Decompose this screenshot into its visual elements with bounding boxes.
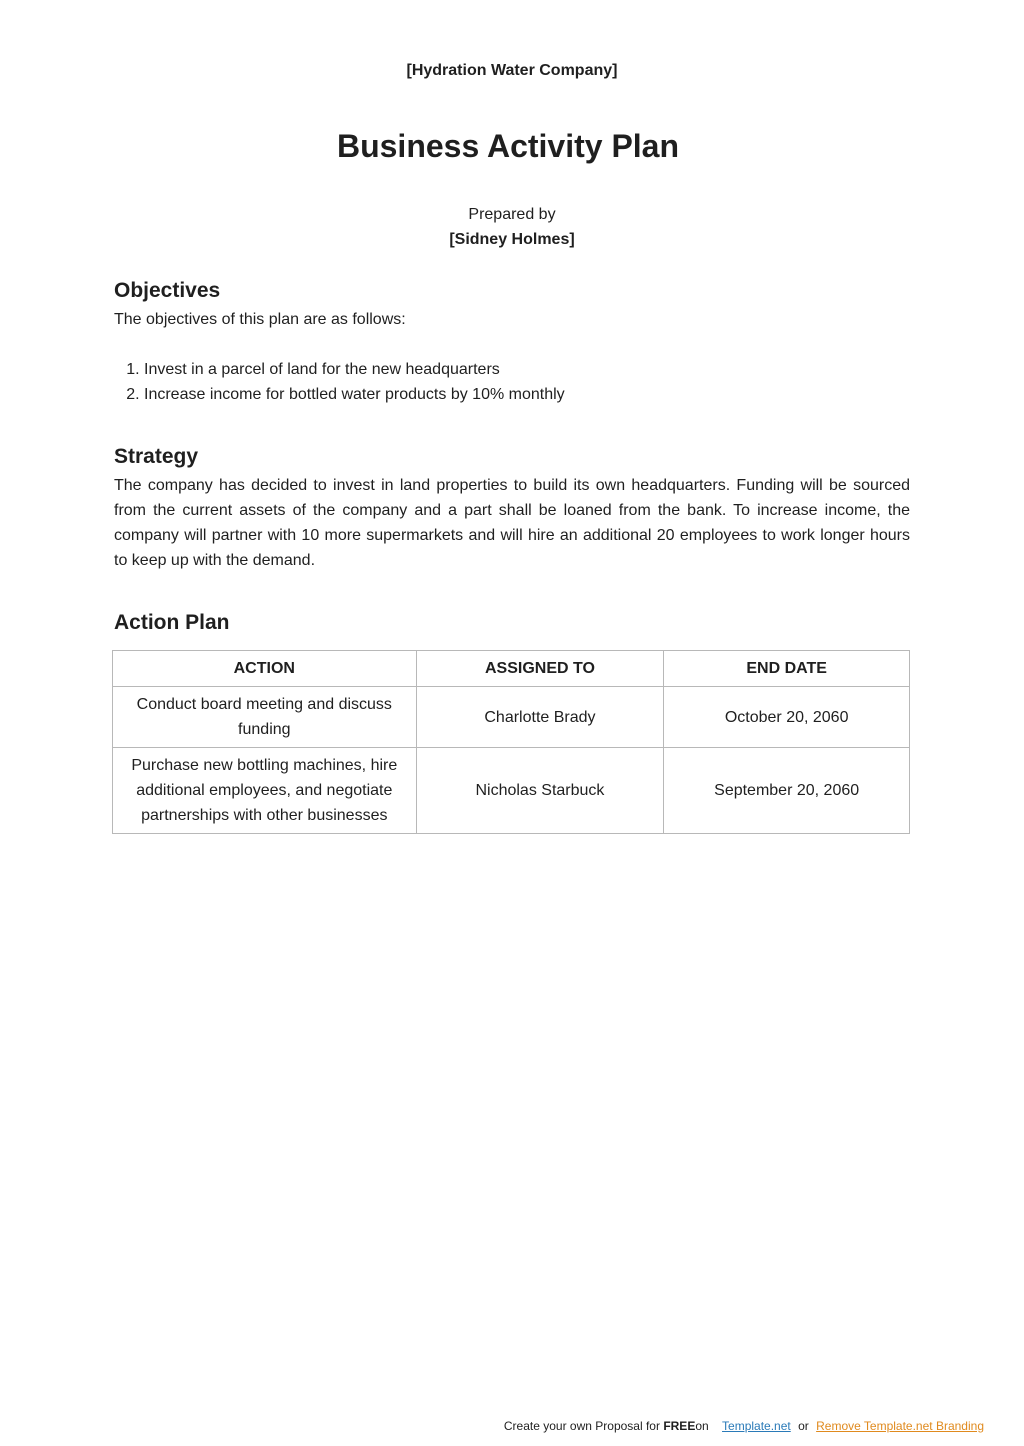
action-plan-table: [112, 650, 910, 834]
table-row: [113, 687, 910, 748]
column-header-assigned-to: ASSIGNED TO: [416, 651, 664, 687]
strategy-heading: Strategy: [114, 445, 199, 468]
prepared-by-name: [Sidney Holmes]: [449, 231, 575, 248]
cell-end-date: October 20, 2060: [664, 687, 910, 748]
page-title: Business Activity Plan: [336, 128, 680, 164]
footer-free: FREE: [663, 1419, 696, 1433]
template-net-link[interactable]: Template.net: [722, 1419, 791, 1433]
column-header-action: ACTION: [113, 651, 417, 687]
list-item: 2. Increase income for bottled water products by 10% monthly: [144, 382, 910, 407]
cell-assigned-to: Nicholas Starbuck: [416, 748, 664, 834]
action-plan-section: [112, 611, 910, 834]
column-header-end-date: END DATE: [664, 651, 910, 687]
cell-assigned-to: Charlotte Brady: [416, 687, 664, 748]
remove-branding-link[interactable]: Remove Template.net Branding: [816, 1419, 984, 1433]
action-plan-heading: Action Plan: [114, 611, 230, 634]
objectives-heading: Objectives: [114, 279, 221, 302]
table-row: [113, 748, 910, 834]
strategy-section: [114, 445, 910, 573]
company-name: [Hydration Water Company]: [406, 62, 618, 79]
prepared-by-block: [0, 202, 1024, 252]
table-header-row: [113, 651, 910, 687]
objectives-section: [114, 279, 910, 407]
objectives-intro: The objectives of this plan are as follows:: [114, 311, 406, 328]
strategy-body: The company has decided to invest in land properties to build its own headquarters. Funding will be sourced from the current assets of the company and a part shall be loaned from the bank. To increase income, the company will partner with 10 more supermarkets and will hire an additional 20 employees to work longer hours to keep up with the demand.: [114, 477, 910, 569]
prepared-by-label: Prepared by: [468, 206, 556, 223]
cell-action: Conduct board meeting and discuss funding: [113, 687, 417, 748]
cell-end-date: September 20, 2060: [664, 748, 910, 834]
footer-or: or: [798, 1419, 809, 1433]
footer-text: Create your own Proposal for: [503, 1419, 660, 1433]
objectives-list: [114, 357, 910, 407]
footer-on: on: [695, 1419, 709, 1433]
footer-branding: [504, 1419, 984, 1433]
cell-action: Purchase new bottling machines, hire additional employees, and negotiate partnerships with other businesses: [113, 748, 417, 834]
list-item: 1. Invest in a parcel of land for the new headquarters: [144, 357, 910, 382]
